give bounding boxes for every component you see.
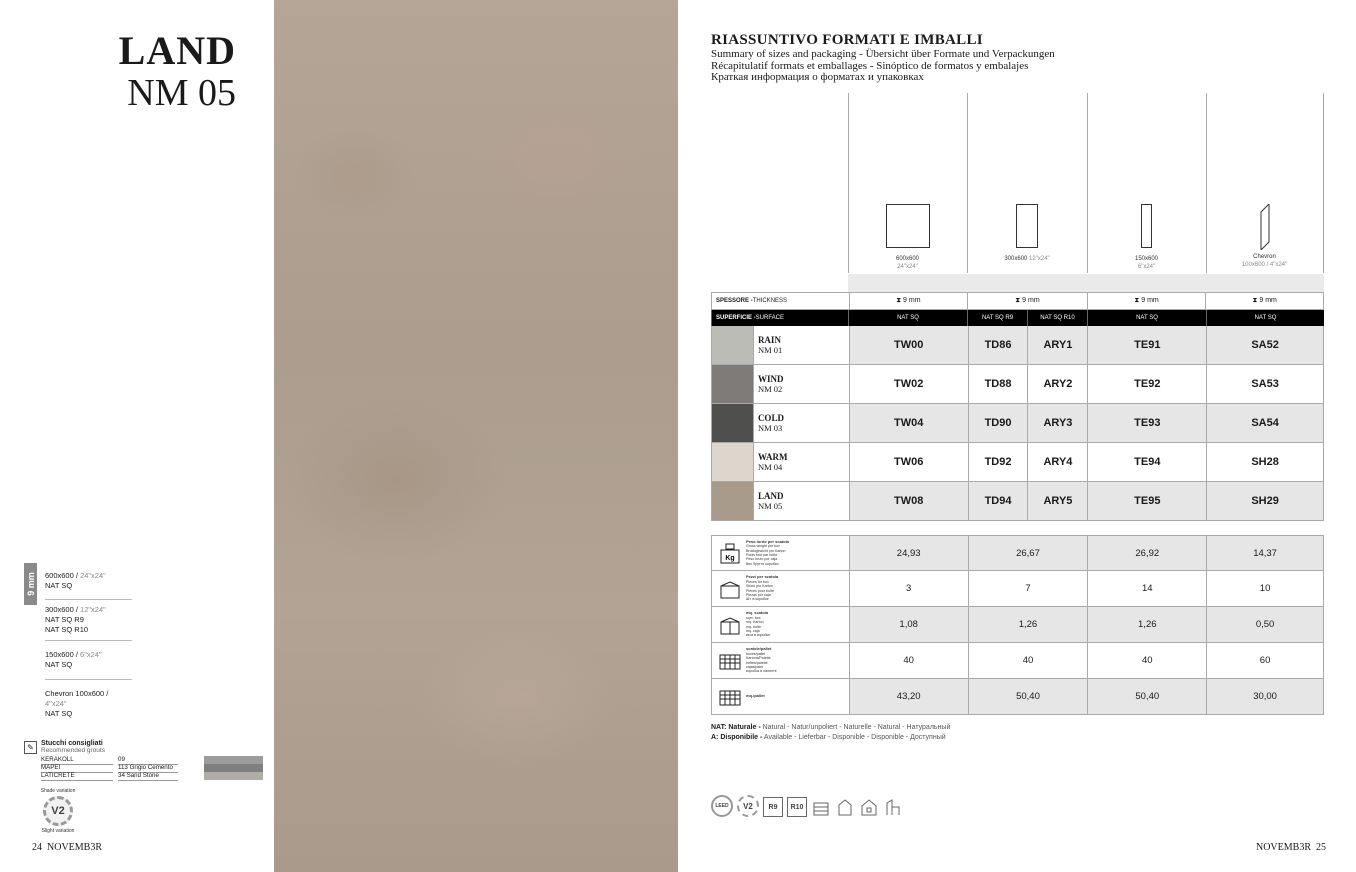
grout-swatch	[204, 772, 263, 780]
chevron-tile-icon	[1259, 204, 1271, 250]
recommended-grouts: ✎ Stucchi consigliati Recommended grouts KERAKOLL 09 MAPEI 113 Grigio Cemento LATICRETE 34 Sand Stone	[24, 740, 239, 754]
trowel-icon: ✎	[24, 741, 37, 754]
packaging-row: Pezzi per scatola Pieces for box Stück pro Karton Pièces pour boîte Piezas por caja Шт. в коробке 3 7 14 10	[711, 571, 1324, 607]
product-title	[119, 30, 236, 114]
color-swatch	[712, 404, 753, 442]
table-row: RAIN NM 01 TW00 TD86 ARY1 TE91 SA52	[711, 326, 1324, 365]
surface-row: SUPERFICIE - SURFACE NAT SQ NAT SQ R9 NAT SQ R10 NAT SQ NAT SQ	[711, 310, 1324, 326]
leed-icon: LEED	[711, 795, 733, 817]
product-name: LAND	[118, 28, 236, 73]
size-item: 300x600 / 12"x24" NAT SQ R9 NAT SQ R10	[45, 605, 132, 635]
use-commercial-icon	[835, 797, 855, 817]
summary-heading: RIASSUNTIVO FORMATI E IMBALLI Summary of sizes and packaging - Übersicht über Formate und Verpackungen Récapitulatif formats et emballages - Sinóptico de formatos y embalajes Краткая информация о форматах и упаковках	[711, 32, 1055, 83]
box-sqm-icon	[718, 613, 742, 637]
size-item: 150x600 / 6"x24" NAT SQ	[45, 650, 132, 670]
format-chevron: Chevron 100x600 / 4"x24"	[1206, 204, 1323, 278]
technical-icons	[711, 795, 903, 817]
use-residential-icon	[811, 797, 831, 817]
rectangle-tile-icon	[1016, 204, 1038, 248]
divider	[1323, 93, 1324, 273]
slip-r9-icon: R9	[763, 797, 783, 817]
thickness-badge: 9 mm	[24, 563, 37, 605]
grouts-title: Stucchi consigliati	[41, 740, 103, 747]
legend: NAT: Naturale - Natural - Natur/unpoliert - Naturelle - Natural - Натуральный A: Disponibile - Available - Lieferbar - Disponible - Disponible - Доступный	[711, 724, 951, 741]
table-row: COLD NM 03 TW04 TD90 ARY3 TE93 SA54	[711, 404, 1324, 443]
color-swatch	[712, 365, 753, 403]
tile-photo	[274, 0, 678, 872]
svg-text:Kg: Kg	[725, 555, 735, 562]
slip-r10-icon: R10	[787, 797, 807, 817]
box-pieces-icon	[718, 577, 742, 601]
format-600x600: 600x600 24"x24"	[848, 204, 967, 278]
use-residential-walls-icon	[859, 797, 879, 817]
grout-swatch	[204, 764, 263, 772]
grout-swatch	[204, 756, 263, 764]
color-swatch	[712, 443, 753, 481]
page-number-left: 24 NOVEMB3R	[32, 842, 103, 853]
format-300x600: 300x600 12"x24"	[967, 204, 1087, 278]
color-swatch	[712, 482, 753, 520]
table-row: WARM NM 04 TW06 TD92 ARY4 TE94 SH28	[711, 443, 1324, 482]
packaging-row: scatole/pallet boxes/pallet Kartons/Palette boîtes/palette cajas/palet коробок в паллете 40 40 40 60	[711, 643, 1324, 679]
shade-v2-icon: V2	[737, 795, 759, 817]
size-item: 600x600 / 24"x24" NAT SQ	[45, 571, 132, 591]
packaging-row: mq./pallet 43,20 50,40 50,40 30,00	[711, 679, 1324, 715]
pallet-boxes-icon	[718, 649, 742, 673]
table-row: LAND NM 05 TW08 TD94 ARY5 TE95 SH29	[711, 482, 1324, 521]
thickness-row: SPESSORE - THICKNESS ⧗ 9 mm ⧗ 9 mm ⧗ 9 mm ⧗ 9 mm	[711, 292, 1324, 310]
packaging-row: Kg Peso lordo per scatola Gross weight per box Bruttogewicht pro Karton Poids brut par boîte Peso bruto por caja Вес брутто коробки 24,93 26,67 26,92 14,37	[711, 535, 1324, 571]
shade-v2-icon: V2	[43, 796, 73, 826]
strip-tile-icon	[1141, 204, 1152, 248]
format-150x600: 150x600 6"x24"	[1087, 204, 1206, 278]
header-band	[848, 274, 1324, 292]
table-row: WIND NM 02 TW02 TD88 ARY2 TE92 SA53	[711, 365, 1324, 404]
square-tile-icon	[886, 204, 930, 248]
grouts-subtitle: Recommended grouts	[41, 747, 105, 754]
product-code: NM 05	[127, 72, 236, 114]
weight-kg-icon	[718, 541, 742, 565]
packaging-row: mq. scatola sqm. box mq. Karton mq. boîte mq. caja кв.м в коробке 1,08 1,26 1,26 0,50	[711, 607, 1324, 643]
shade-variation: Shade variation V2 Slight variation	[40, 788, 76, 834]
color-swatch	[712, 326, 753, 364]
pallet-sqm-icon	[718, 685, 742, 709]
page-number-right: NOVEMB3R 25	[1255, 842, 1326, 853]
size-item: Chevron 100x600 / 4"x24" NAT SQ	[45, 689, 109, 718]
page-title: RIASSUNTIVO FORMATI E IMBALLI	[711, 32, 983, 48]
use-outdoor-icon	[883, 797, 903, 817]
